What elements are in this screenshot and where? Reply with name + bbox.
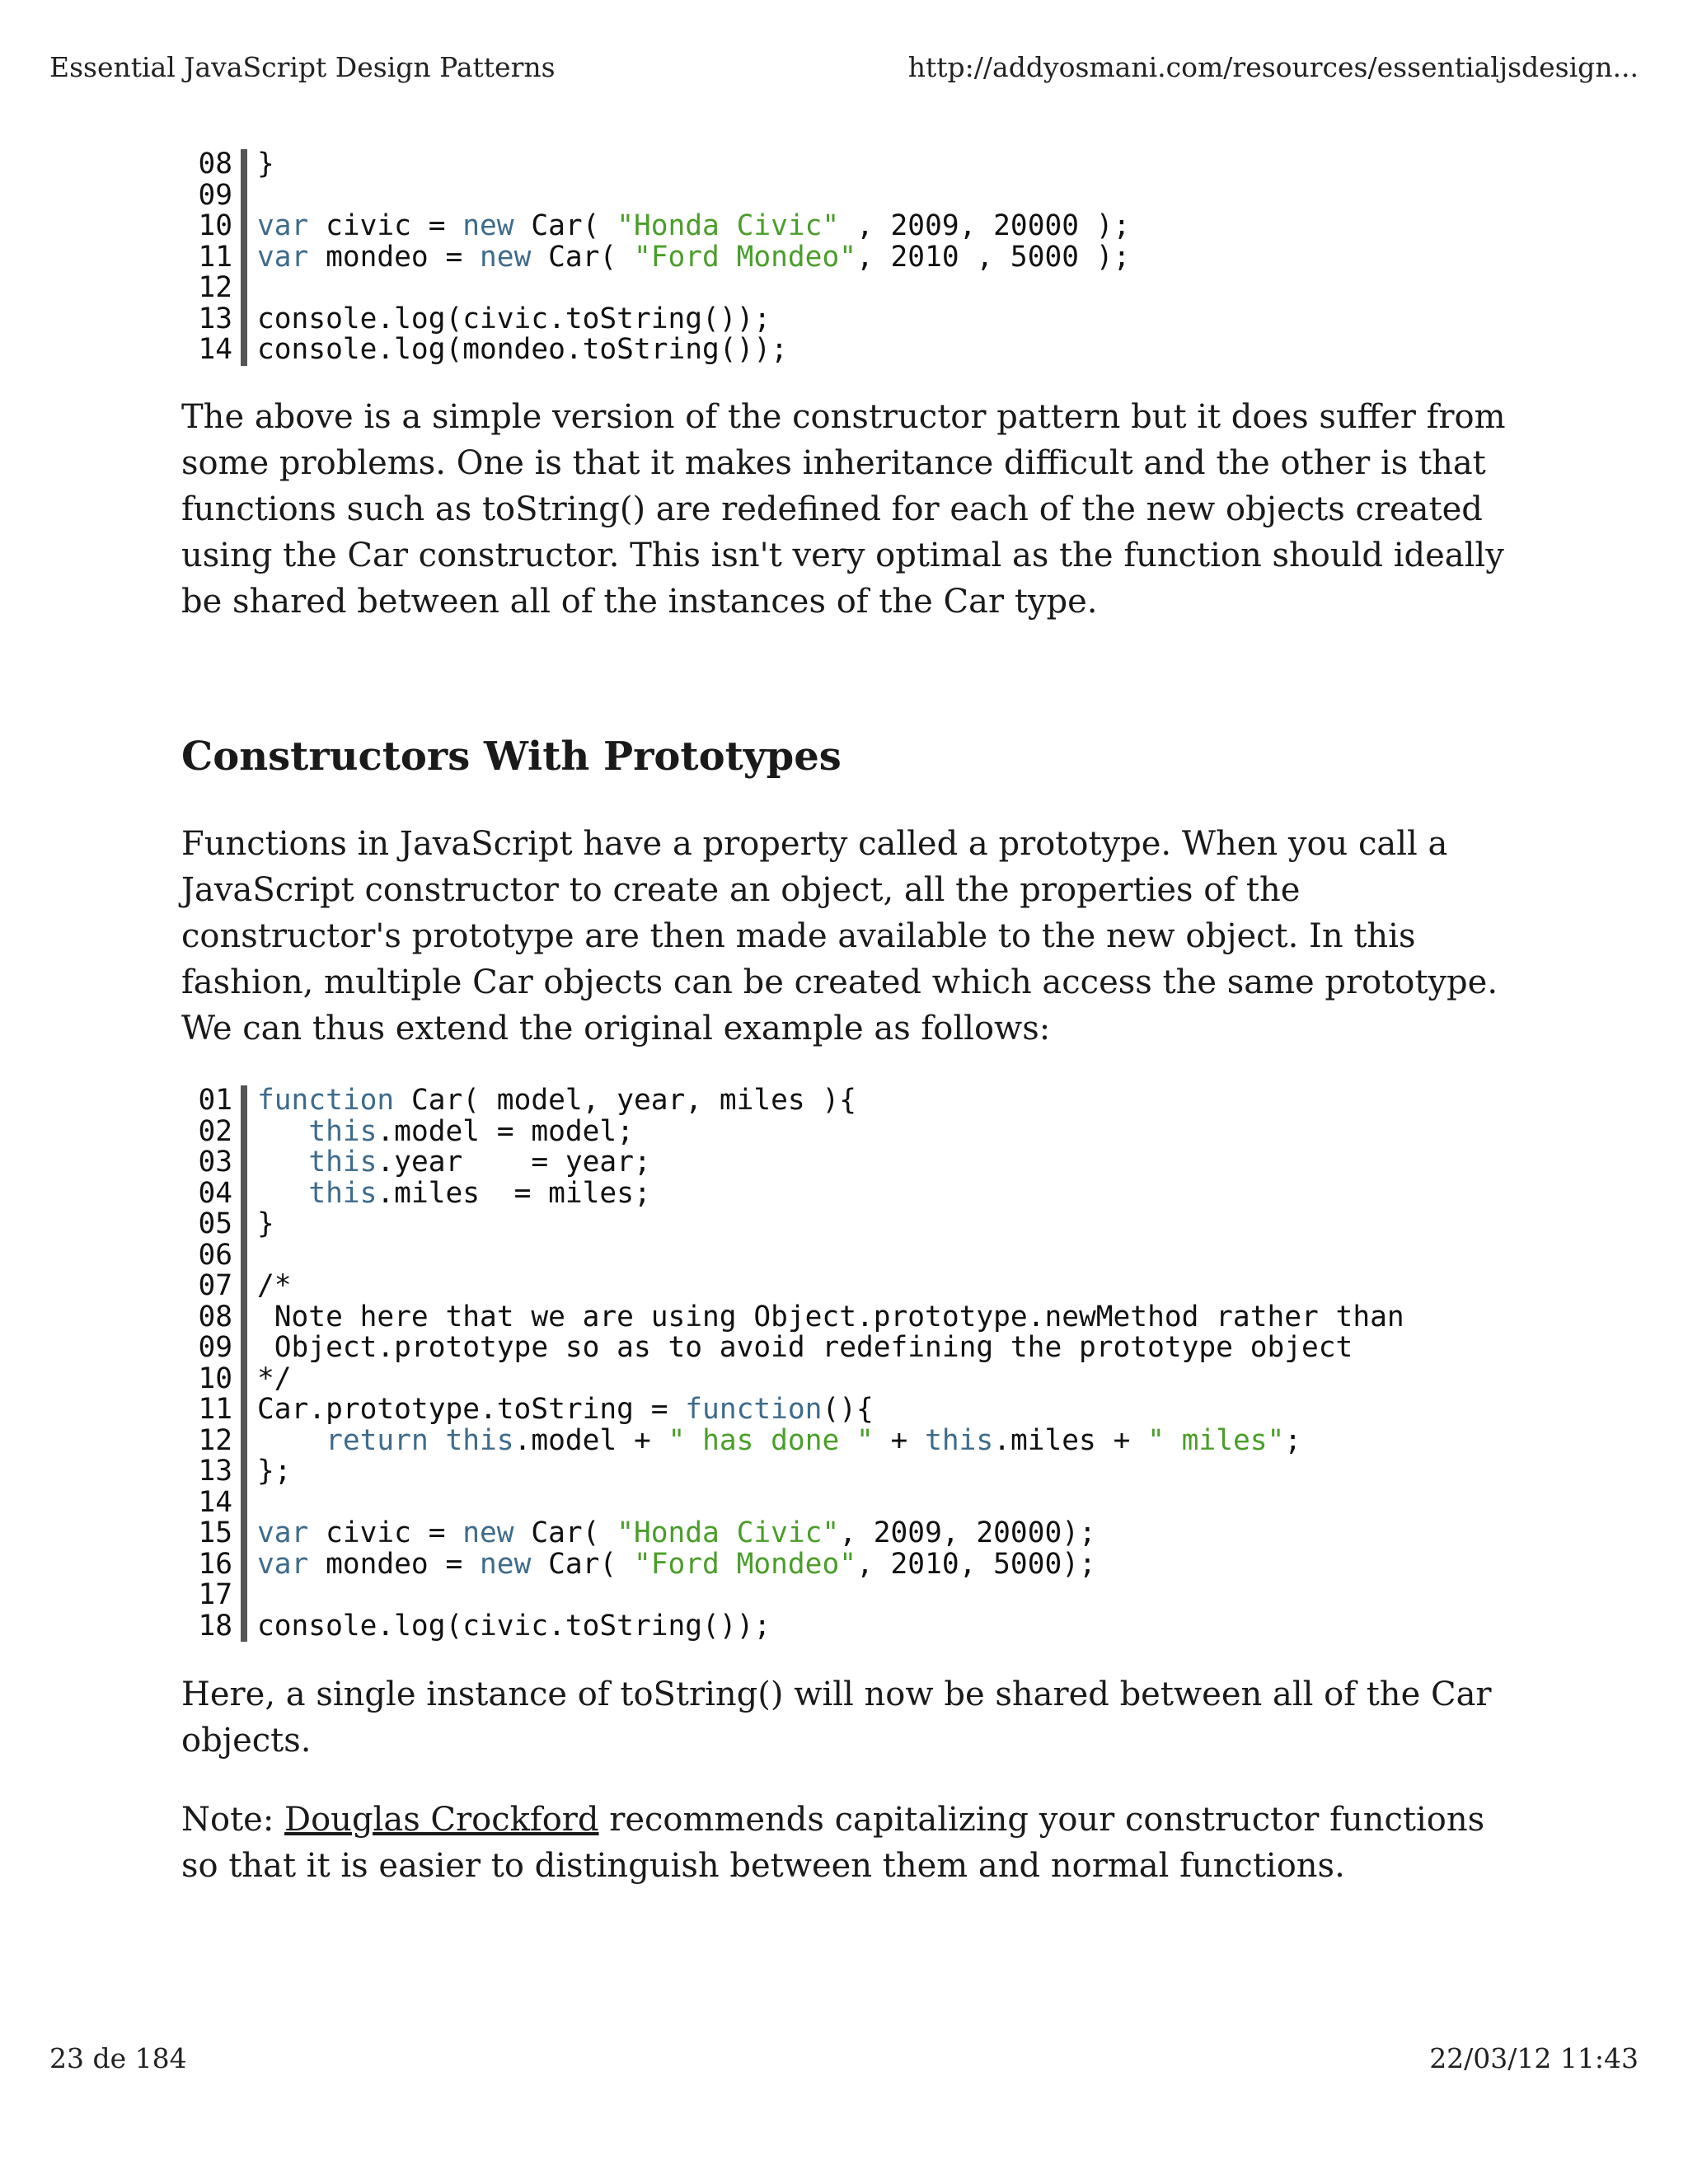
code-token: "Ford Mondeo"	[633, 240, 856, 274]
gutter-bar	[241, 1426, 247, 1457]
gutter-bar	[241, 1209, 247, 1240]
gutter-bar	[241, 1302, 247, 1333]
gutter-bar	[241, 1456, 247, 1488]
code-text	[257, 1549, 1096, 1581]
code-token: new	[480, 240, 532, 274]
code-token	[257, 1115, 308, 1148]
code-token: console.log(civic.toString());	[257, 1609, 771, 1643]
code-token: .miles = miles;	[377, 1176, 651, 1210]
code-text	[257, 1394, 874, 1426]
line-number: 01	[198, 1084, 232, 1117]
line-number: 16	[198, 1547, 232, 1581]
code-text	[257, 1302, 1404, 1333]
line-number: 11	[198, 240, 232, 274]
code-token: new	[462, 1516, 514, 1549]
code-line	[195, 180, 1130, 212]
code-token	[429, 1424, 446, 1457]
code-token: Car.prototype.toString =	[257, 1393, 686, 1426]
code-text	[257, 1611, 771, 1643]
gutter-bar	[241, 1611, 247, 1643]
code-line	[195, 1176, 1404, 1210]
print-datetime: 22/03/12 11:43	[1429, 2042, 1639, 2074]
code-token: function	[685, 1393, 823, 1426]
code-token: civic =	[308, 1516, 463, 1549]
page-header-title: Essential JavaScript Design Patterns	[49, 51, 556, 83]
code-token: " has done "	[668, 1423, 874, 1457]
code-token: , 2010, 5000);	[856, 1547, 1096, 1581]
line-number: 09	[198, 178, 232, 212]
gutter-bar	[241, 1117, 247, 1148]
code-token: var	[257, 1547, 309, 1581]
code-token: this	[445, 1423, 514, 1457]
code-line	[195, 1147, 1404, 1179]
line-number: 08	[198, 148, 232, 180]
code-line	[195, 1114, 1404, 1148]
code-text	[257, 1456, 292, 1488]
line-number: 12	[198, 271, 232, 304]
code-line	[195, 1361, 1404, 1395]
code-token: }	[257, 148, 274, 180]
code-text	[257, 211, 1130, 242]
code-token: Note here that we are using Object.prototype.newMethod rather than	[257, 1300, 1404, 1333]
gutter-bar	[241, 1333, 247, 1364]
code-token: return	[326, 1423, 429, 1457]
code-token	[257, 1177, 308, 1210]
gutter-bar	[241, 1518, 247, 1549]
code-token: mondeo =	[308, 1547, 481, 1581]
code-token: "Honda Civic"	[617, 1516, 840, 1549]
code-line	[195, 1611, 1404, 1643]
code-line	[195, 1394, 1404, 1426]
gutter-bar	[241, 1364, 247, 1395]
gutter-bar	[241, 149, 247, 180]
code-token: mondeo =	[308, 240, 481, 274]
note-suffix: recommends capitalizing your constructor functions so that it is easier to distinguish between them and normal functions.	[181, 1801, 1485, 1885]
code-token: , 2009, 20000);	[839, 1516, 1096, 1549]
code-token: Object.prototype so as to avoid redefining the prototype object	[257, 1331, 1353, 1364]
code-token: /*	[257, 1269, 292, 1302]
code-text	[257, 1271, 292, 1302]
douglas-crockford-link[interactable]: Douglas Crockford	[284, 1801, 599, 1839]
gutter-bar	[241, 1549, 247, 1581]
code-line	[195, 211, 1130, 242]
code-text	[257, 335, 788, 366]
line-number: 13	[198, 1455, 232, 1488]
code-token: .year = year;	[377, 1146, 651, 1179]
code-token: ;	[1284, 1423, 1302, 1457]
code-token: function	[257, 1084, 395, 1117]
gutter-bar	[241, 304, 247, 335]
code-token: .miles +	[993, 1423, 1148, 1457]
gutter-bar	[241, 1488, 247, 1519]
code-token: this	[308, 1114, 377, 1148]
code-text	[257, 1114, 634, 1148]
gutter-bar	[241, 180, 247, 212]
code-token: Car(	[513, 209, 617, 242]
code-text	[257, 1176, 651, 1210]
page-header-url: http://addyosmani.com/resources/essentialjsdesign...	[907, 51, 1639, 83]
gutter-bar	[241, 1394, 247, 1426]
code-line	[195, 1518, 1404, 1549]
line-number: 04	[198, 1176, 232, 1210]
code-text	[257, 1333, 1353, 1364]
line-number: 02	[198, 1114, 232, 1148]
gutter-bar	[241, 1147, 247, 1179]
code-line	[195, 242, 1130, 274]
code-token: };	[257, 1455, 292, 1488]
code-token: " miles"	[1147, 1423, 1285, 1457]
code-line	[195, 1271, 1404, 1302]
line-number: 07	[198, 1269, 232, 1302]
code-text	[257, 149, 274, 180]
line-number: 15	[198, 1516, 232, 1549]
code-line	[195, 1456, 1404, 1488]
line-number: 14	[198, 1485, 232, 1519]
line-number: 05	[198, 1207, 232, 1240]
code-token: , 2010 , 5000 );	[856, 240, 1131, 274]
code-token: console.log(mondeo.toString());	[257, 333, 788, 366]
code-line	[195, 304, 1130, 335]
gutter-bar	[241, 1580, 247, 1611]
code-line	[195, 149, 1130, 180]
code-token: new	[462, 209, 514, 242]
note-prefix: Note:	[181, 1801, 285, 1839]
paragraph-prototypes: Functions in JavaScript have a property called a prototype. When you call a JavaScript constructor to create an object, all the properties of the constructor's prototype are then made available to the new object. In this fashion, multiple Car objects can be created which access the same prototype. We can thus extend the original example as follows:	[181, 825, 1498, 1047]
code-token: this	[925, 1423, 994, 1457]
code-text	[257, 242, 1130, 274]
line-number: 03	[198, 1146, 232, 1179]
gutter-bar	[241, 273, 247, 304]
code-token: */	[257, 1361, 292, 1395]
line-number: 14	[198, 333, 232, 366]
paragraph-constructor-problems: The above is a simple version of the constructor pattern but it does suffer from some problems. One is that it makes inheritance difficult and the other is that functions such as toString() are redefined for each of the new objects created using the Car constructor. This isn't very optimal as the function should ideally be shared between all of the instances of the Car type.	[181, 398, 1506, 621]
code-token: }	[257, 1207, 274, 1240]
line-number: 06	[198, 1238, 232, 1272]
line-number: 10	[198, 1361, 232, 1395]
section-heading: Constructors With Prototypes	[181, 733, 842, 780]
code-text	[257, 304, 771, 335]
gutter-bar	[241, 242, 247, 274]
line-number: 11	[198, 1393, 232, 1426]
code-text	[257, 1518, 1096, 1549]
code-line	[195, 1333, 1404, 1364]
code-text	[257, 1361, 292, 1395]
code-token: +	[873, 1423, 926, 1457]
code-block-1	[195, 149, 1130, 366]
code-line	[195, 1423, 1404, 1457]
line-number: 18	[198, 1609, 232, 1643]
code-token: Car(	[531, 240, 634, 274]
code-line	[195, 1485, 1404, 1519]
code-token: (){	[822, 1393, 874, 1426]
gutter-bar	[241, 1271, 247, 1302]
code-token: new	[480, 1547, 532, 1581]
code-token: console.log(civic.toString());	[257, 302, 771, 335]
code-line	[195, 1549, 1404, 1581]
code-text	[257, 1147, 651, 1179]
gutter-bar	[241, 1179, 247, 1210]
line-number: 13	[198, 302, 232, 335]
code-token: Car( model, year, miles ){	[394, 1084, 856, 1117]
code-line	[195, 1302, 1404, 1333]
line-number: 09	[198, 1331, 232, 1364]
code-token: .model +	[513, 1423, 668, 1457]
code-token: .model = model;	[377, 1114, 634, 1148]
code-token: var	[257, 1516, 309, 1549]
code-token: var	[257, 209, 309, 242]
code-text	[257, 1085, 856, 1117]
code-token: Car(	[531, 1547, 634, 1581]
code-token: var	[257, 240, 309, 274]
code-line	[195, 1209, 1404, 1240]
code-token: civic =	[308, 209, 463, 242]
code-token	[257, 1424, 326, 1457]
code-token: this	[308, 1146, 377, 1179]
gutter-bar	[241, 211, 247, 242]
code-text	[257, 1423, 1302, 1457]
code-token: Car(	[513, 1516, 617, 1549]
code-token: this	[308, 1176, 377, 1210]
code-token: "Honda Civic"	[617, 209, 840, 242]
paragraph-shared-instance: Here, a single instance of toString() will now be shared between all of the Car objects.	[181, 1675, 1492, 1760]
code-token: "Ford Mondeo"	[633, 1547, 856, 1581]
code-token	[257, 1146, 308, 1179]
code-token: , 2009, 20000 );	[839, 209, 1131, 242]
gutter-bar	[241, 1085, 247, 1117]
code-line	[195, 1580, 1404, 1611]
page-number: 23 de 184	[49, 2042, 187, 2074]
code-line	[195, 335, 1130, 366]
gutter-bar	[241, 335, 247, 366]
code-line	[195, 273, 1130, 304]
paragraph-note	[181, 1797, 1517, 1889]
line-number: 08	[198, 1300, 232, 1333]
code-line	[195, 1240, 1404, 1272]
code-block-2	[195, 1085, 1404, 1642]
line-number: 12	[198, 1423, 232, 1457]
gutter-bar	[241, 1240, 247, 1272]
line-number: 10	[198, 209, 232, 242]
code-text	[257, 1209, 274, 1240]
line-number: 17	[198, 1578, 232, 1611]
code-line	[195, 1085, 1404, 1117]
